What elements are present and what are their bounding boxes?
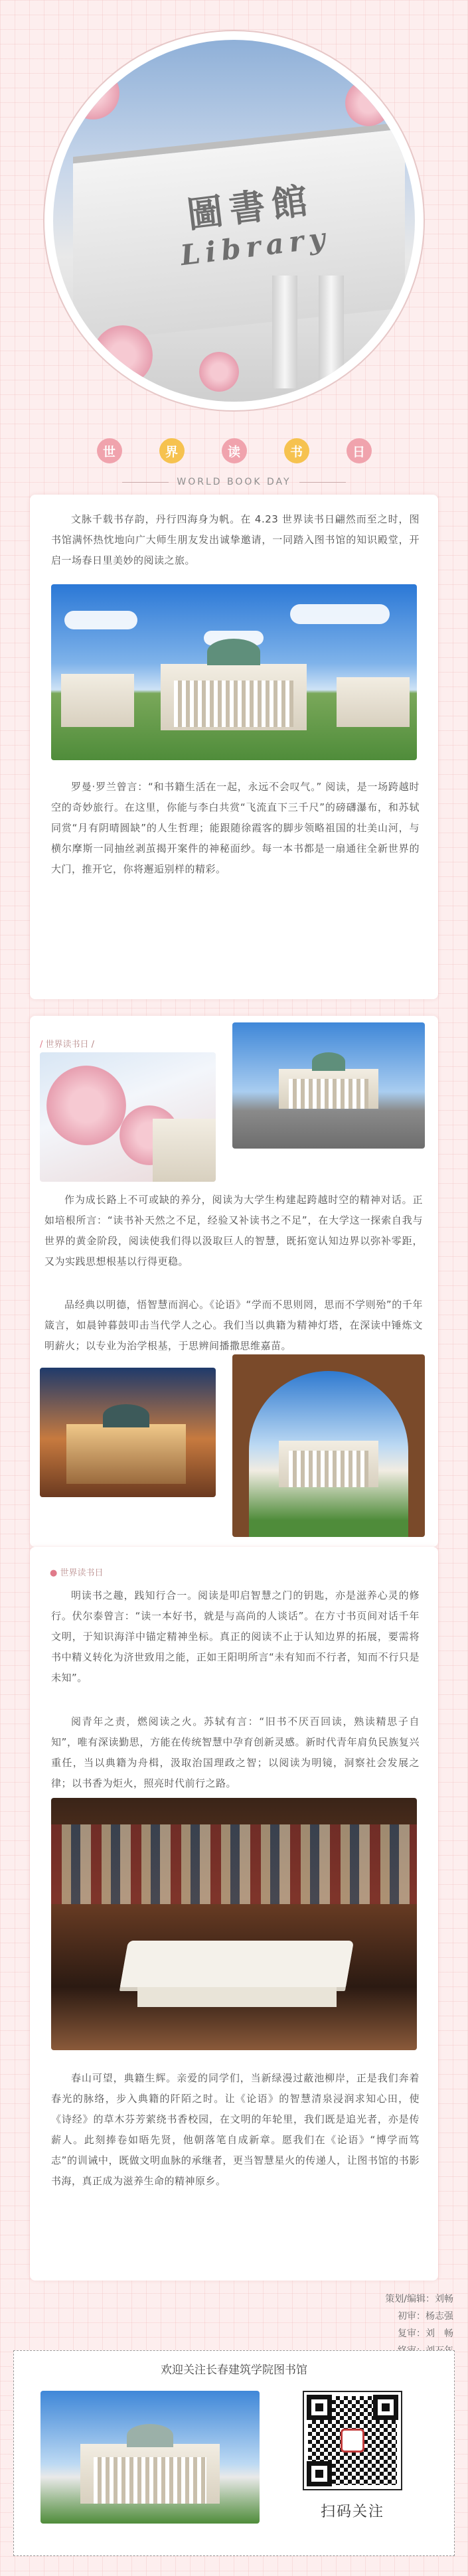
hero-frame [43, 30, 425, 412]
library-front-photo [232, 1022, 425, 1149]
section-card [30, 1547, 438, 2281]
library-sign-en: Library [179, 221, 333, 272]
subtitle-row [0, 477, 468, 487]
tag-label: 世界读书日 [60, 1568, 104, 1578]
title-char: 世 [97, 438, 122, 463]
section-tag [50, 1566, 104, 1578]
credit-line: 复审：刘 畅 [398, 2328, 453, 2339]
tag-dot: ● [50, 1568, 58, 1578]
blossom-decoration [93, 325, 153, 385]
subtitle: WORLD BOOK DAY [177, 477, 291, 487]
tag-bar: / [40, 1040, 43, 1050]
intro-paragraph: 罗曼·罗兰曾言：“和书籍生活在一起，永远不会叹气。” 阅读，是一场跨越时空的奇妙旅行。在这里，你能与李白共赏“飞流直下三千尺”的磅礴瀑布，和苏轼同赏“月有阴晴圆缺”的人生哲理；能跟随徐霞客的脚步领略祖国的壮美山河，与横尔摩斯一同抽丝剥茧揭开案件的神秘面纱。每一本书都是一扇通往全新世界的大门，推开它，你将邂逅别样的精彩。 [51, 781, 420, 875]
credits [385, 2291, 453, 2360]
open-book-photo [51, 1798, 417, 2050]
column [272, 276, 297, 388]
section-card [30, 1016, 438, 1547]
section-paragraph: 明读书之趣，践知行合一。阅读是叩启智慧之门的钥匙，亦是滋养心灵的修行。伏尔泰曾言：“读一本好书，就是与高尚的人谈话”。在方寸书页间对话千年文明，于知识海洋中锚定精神坐标。真正的阅读不止于认知边界的拓展，要需将书中精义转化为济世致用之能，正如王阳明所言“未有知而不行者，知而不行只是未知”。 [51, 1589, 420, 1684]
tag-label: 世界读书日 / [45, 1040, 95, 1050]
library-photo [40, 2391, 260, 2524]
title-char: 读 [222, 438, 247, 463]
divider [299, 482, 346, 483]
qr-code[interactable] [303, 2391, 402, 2490]
blossom-building-photo [40, 1052, 216, 1182]
follow-title: 欢迎关注长春建筑学院图书馆 [161, 2364, 307, 2377]
follow-box [13, 2350, 455, 2556]
intro-paragraph: 文脉千载书存韵，丹行四海身为帆。在 4.23 世界读书日翩然而至之时，图书馆满怀热忱地向广大师生朋友发出诚挚邀请，一同踏入图书馆的知识殿堂，开启一场春日里美妙的阅读之旅。 [51, 513, 420, 566]
section-tag [40, 1037, 94, 1050]
qr-logo-icon [341, 2429, 364, 2453]
section-paragraph: 春山可望，典籍生辉。亲爱的同学们，当新绿漫过蔽池柳岸，正是我们奔着春光的脉络，步入典籍的阡陌之时。让《论语》的智慧清泉浸润求知心田，使《诗经》的草木芬芳萦绕书香校园，在文明的年轮里，我们既是追光者，亦是传薪人。此刻捧卷如晤先贤，他朝落笔自成新章。愿我们在《论语》“博学而笃志”的训诫中，既做文明血脉的承继者，更当智慧星火的传递人，让图书馆的书影书海，真正成为滋养生命的精神原乡。 [51, 2072, 420, 2187]
campus-panorama-photo [51, 584, 417, 760]
section-paragraph: 阅青年之责，燃阅读之火。苏轼有言：“旧书不厌百回读，熟读精思子自知”，唯有深读勤思，方能在传统智慧中孕育创新灵感。新时代青年肩负民族复兴重任，当以典籍为舟楫，汲取治国理政之智；以阅读为明镜，洞察社会发展之律；以书香为炬火，照亮时代前行之路。 [51, 1716, 420, 1789]
credit-line: 策划/编辑：刘畅 [385, 2294, 453, 2304]
blossom-decoration [66, 66, 119, 120]
divider [122, 482, 169, 483]
section-paragraph: 作为成长路上不可或缺的养分，阅读为大学生构建起跨越时空的精神对话。正如培根所言：“读书补天然之不足，经验又补读书之不足”，在大学这一探索自我与世界的黄金阶段，阅读使我们得以汲取巨人的智慧，既拓宽认知边界以弥补零距，又为实践思想根基以行得更稳。 [44, 1194, 423, 1267]
column [319, 276, 344, 388]
library-sign-cn: 圖書館 [185, 178, 317, 236]
title-char: 书 [284, 438, 309, 463]
title-row [0, 438, 468, 463]
credit-line: 初审：杨志强 [398, 2311, 453, 2322]
blossom-decoration [199, 352, 239, 392]
hero-library-photo [53, 40, 415, 402]
scan-follow-label: 扫码关注 [320, 2504, 384, 2520]
blossom-decoration [345, 80, 392, 126]
title-char: 日 [347, 438, 372, 463]
arch-view-photo [232, 1354, 425, 1537]
title-char: 界 [159, 438, 185, 463]
night-library-photo [40, 1368, 216, 1497]
section-paragraph: 品经典以明德，悟智慧而润心。《论语》“学而不思则罔，思而不学则殆”的千年箴言，如晨钟暮鼓叩击当代学人之心。我们当以典籍为精神灯塔，在深读中锤炼文明薪火；以专业为治学根基，于思辨间播撒思维嘉苗。 [44, 1299, 423, 1352]
intro-card [30, 495, 438, 999]
